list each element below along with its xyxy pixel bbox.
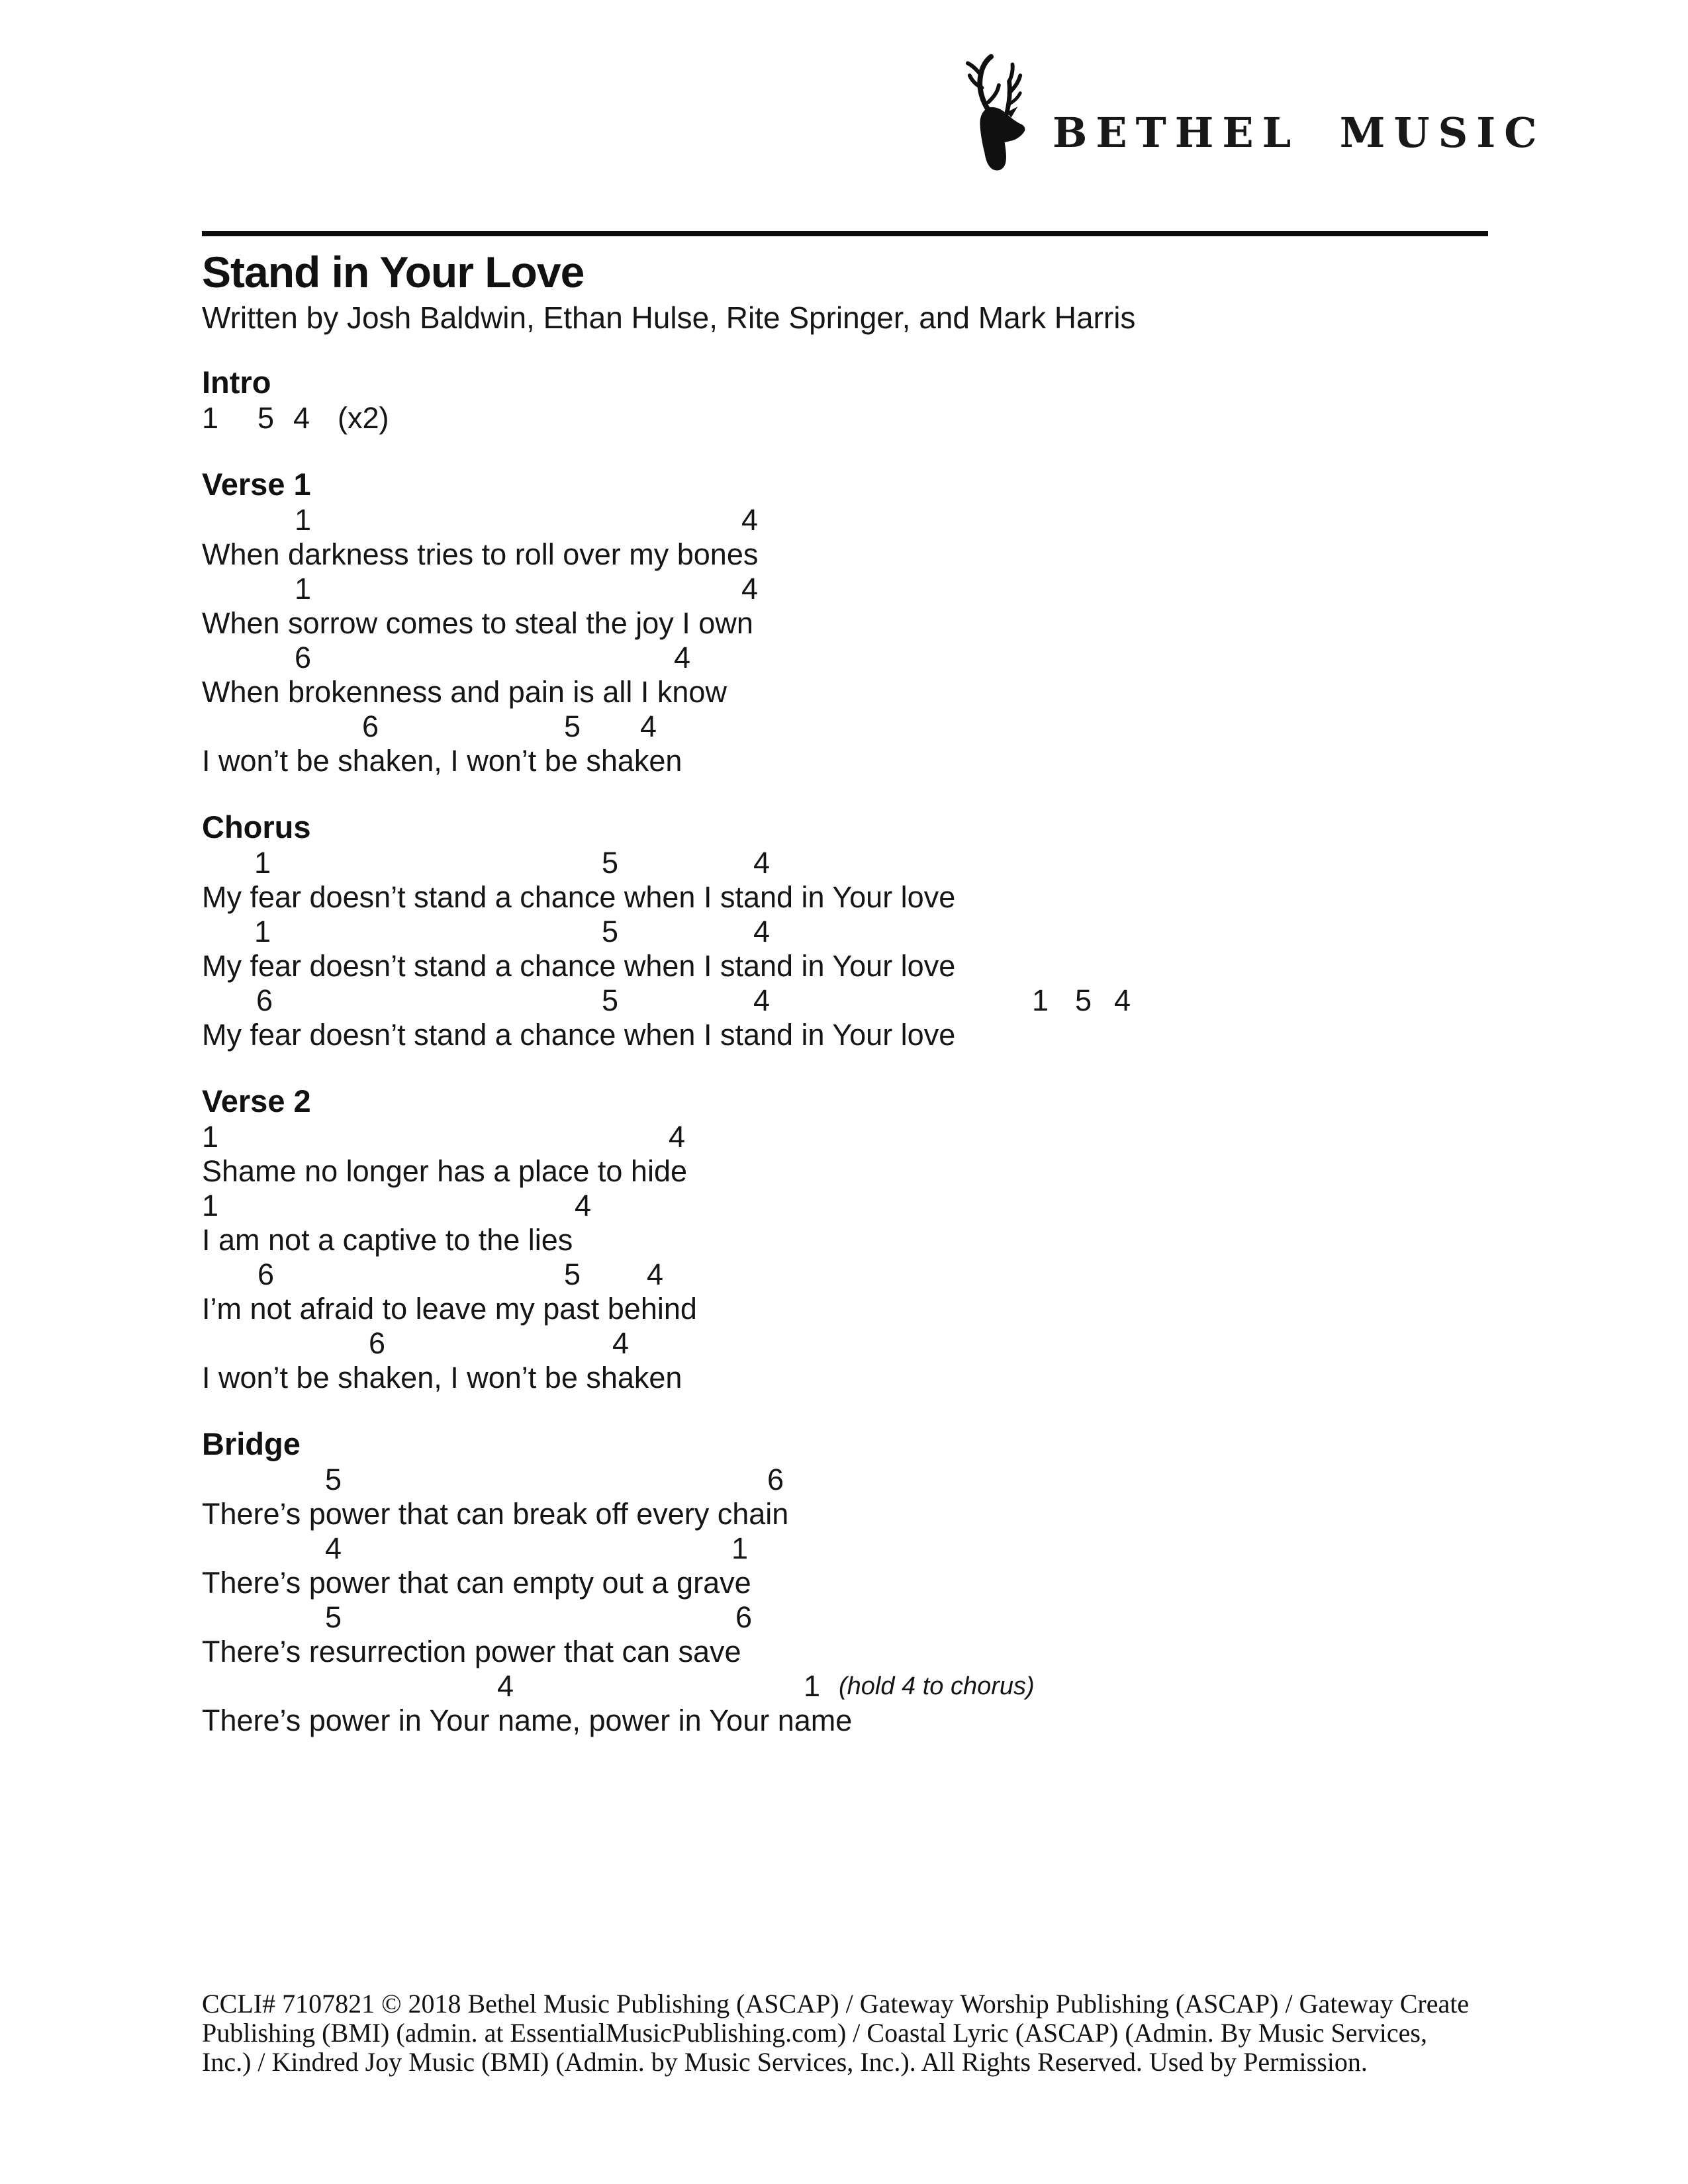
- footer-line: Inc.) / Kindred Joy Music (BMI) (Admin. by Music Services, Inc.). All Rights Reserved. Used by Permission.: [202, 2047, 1368, 2077]
- chord: 5: [602, 846, 619, 880]
- copyright-footer: [202, 1989, 1499, 2077]
- footer-line: Publishing (BMI) (admin. at EssentialMusicPublishing.com) / Coastal Lyric (ASCAP) (Admin. By Music Services,: [202, 2018, 1427, 2048]
- section-heading: Verse 2: [202, 1083, 311, 1118]
- chord: 1: [254, 846, 271, 880]
- chord-line: [202, 915, 1526, 949]
- section-bridge: [202, 1426, 1526, 1738]
- section-heading: Intro: [202, 365, 271, 400]
- chord: 5: [258, 401, 275, 435]
- chord: 4: [575, 1189, 592, 1222]
- chord: 6: [369, 1326, 386, 1360]
- sections-container: [202, 364, 1526, 1738]
- chord-line: [202, 1531, 1526, 1566]
- section-verse-1: [202, 466, 1526, 778]
- chord: 1: [202, 1120, 219, 1154]
- chord: 5: [1075, 983, 1092, 1017]
- chord: 5: [602, 915, 619, 948]
- chord-line: [202, 1120, 1526, 1154]
- section-heading: Chorus: [202, 809, 311, 844]
- song-title: Stand in Your Love: [202, 248, 585, 296]
- footer-line: CCLI# 7107821 © 2018 Bethel Music Publishing (ASCAP) / Gateway Worship Publishing (ASCAP) / Gateway Create: [202, 1989, 1470, 2019]
- lyric-line: There’s resurrection power that can save: [202, 1635, 741, 1668]
- content-column: [202, 250, 1526, 1768]
- chord: 6: [258, 1257, 275, 1291]
- chord: 5: [602, 983, 619, 1017]
- chord-line: [202, 1257, 1526, 1292]
- section-intro: [202, 364, 1526, 435]
- chord: 4: [741, 503, 759, 537]
- section-verse-2: [202, 1083, 1526, 1395]
- chord-annotation: (hold 4 to chorus): [839, 1672, 1035, 1700]
- lyric-line: My fear doesn’t stand a chance when I stand in Your love: [202, 1018, 956, 1052]
- chord: (x2): [338, 401, 389, 435]
- chord: 4: [640, 709, 657, 743]
- lyric-line: There’s power in Your name, power in Your name: [202, 1704, 853, 1737]
- chord: 1: [202, 401, 219, 435]
- chord-line: [202, 503, 1526, 537]
- lyric-line: When brokenness and pain is all I know: [202, 675, 727, 709]
- chord-line: [202, 709, 1526, 744]
- chord-line: [202, 983, 1526, 1018]
- chord-line: [202, 1326, 1526, 1361]
- chord: 4: [753, 846, 771, 880]
- lyric-line: There’s power that can empty out a grave: [202, 1566, 751, 1600]
- chord: 6: [735, 1600, 753, 1634]
- chord: 1: [295, 503, 312, 537]
- lyric-line: I won’t be shaken, I won’t be shaken: [202, 1361, 682, 1394]
- chord: 6: [767, 1463, 784, 1496]
- chord-line: [202, 572, 1526, 606]
- chord: 4: [753, 915, 771, 948]
- chord: 4: [1114, 983, 1131, 1017]
- chord-line: [202, 401, 1526, 435]
- stag-head-icon: [952, 45, 1039, 175]
- chord: 4: [325, 1531, 342, 1565]
- lyric-line: There’s power that can break off every chain: [202, 1497, 789, 1531]
- brand-logo: [952, 41, 1546, 180]
- chord: 1: [731, 1531, 749, 1565]
- chord-line: [202, 1189, 1526, 1223]
- lyric-line: My fear doesn’t stand a chance when I stand in Your love: [202, 880, 956, 914]
- chord: 5: [325, 1600, 342, 1634]
- chord: 1: [254, 915, 271, 948]
- chord: 1: [804, 1669, 821, 1703]
- chord: 5: [564, 709, 581, 743]
- lyric-line: I’m not afraid to leave my past behind: [202, 1292, 697, 1326]
- chord: 4: [674, 641, 691, 674]
- lyric-line: My fear doesn’t stand a chance when I stand in Your love: [202, 949, 956, 983]
- song-byline: Written by Josh Baldwin, Ethan Hulse, Rite Springer, and Mark Harris: [202, 300, 1136, 335]
- divider-rule: [202, 231, 1488, 236]
- chord: 1: [1032, 983, 1049, 1017]
- chord: 5: [564, 1257, 581, 1291]
- chord: 6: [295, 641, 312, 674]
- chord: 1: [295, 572, 312, 606]
- chord: 4: [669, 1120, 686, 1154]
- lyric-line: When sorrow comes to steal the joy I own: [202, 606, 753, 640]
- chord-line: [202, 1600, 1526, 1635]
- chord: 4: [612, 1326, 630, 1360]
- section-heading: Bridge: [202, 1426, 301, 1461]
- chord-line: [202, 641, 1526, 675]
- lyric-line: When darkness tries to roll over my bones: [202, 537, 759, 571]
- lyric-line: Shame no longer has a place to hide: [202, 1154, 688, 1188]
- chord: 4: [497, 1669, 514, 1703]
- chord: 4: [293, 401, 310, 435]
- lyric-line: I won’t be shaken, I won’t be shaken: [202, 744, 682, 778]
- section-chorus: [202, 809, 1526, 1052]
- chord-line: [202, 1463, 1526, 1497]
- chord: 4: [741, 572, 759, 606]
- section-heading: Verse 1: [202, 467, 311, 502]
- lyric-line: I am not a captive to the lies: [202, 1223, 573, 1257]
- chord: 6: [256, 983, 273, 1017]
- chord: 4: [647, 1257, 664, 1291]
- chord: 5: [325, 1463, 342, 1496]
- brand-wordmark: BETHEL MUSIC: [1053, 109, 1546, 157]
- chord: 6: [362, 709, 379, 743]
- chord: 4: [753, 983, 771, 1017]
- chord-line: [202, 846, 1526, 880]
- chord: 1: [202, 1189, 219, 1222]
- chord-line: [202, 1669, 1526, 1704]
